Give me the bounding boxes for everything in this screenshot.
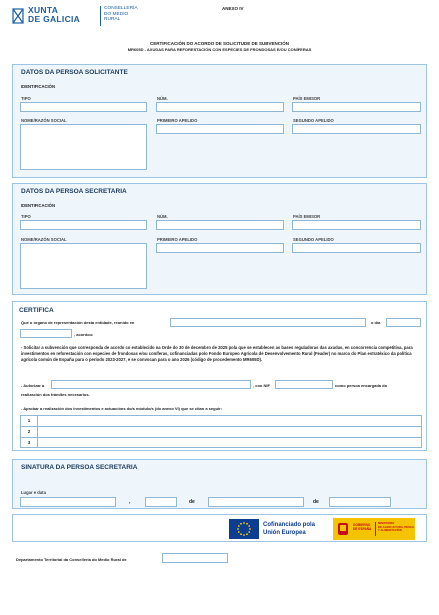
pais-label: PAÍS EMISOR: [293, 214, 321, 219]
dept-line2: DO MEDIO: [104, 11, 129, 17]
modules-table: [20, 415, 422, 448]
pais-field[interactable]: [292, 102, 421, 112]
lugar-data-label: Lugar e data: [21, 490, 46, 495]
secretaria-section: [12, 183, 427, 295]
tipo-field[interactable]: [20, 102, 147, 112]
row-number: 2: [27, 429, 31, 434]
nif-field[interactable]: [275, 380, 333, 389]
ministry-text: [378, 522, 414, 533]
ap2-field[interactable]: [292, 124, 421, 134]
solicitante-section: [12, 64, 427, 178]
ap2-label: SEGUNDO APELIDO: [293, 237, 334, 242]
section-title-secretaria: DATOS DA PERSOA SECRETARIA: [21, 188, 127, 195]
autorizar-text: - Autorizar a: [21, 383, 45, 388]
ap1-label: PRIMEIRO APELIDO: [157, 118, 198, 123]
gov-line2: DE ESPAÑA: [353, 527, 372, 531]
identificacion-label: IDENTIFICACIÓN: [21, 84, 55, 89]
row-number: 3: [27, 440, 31, 445]
dia-field[interactable]: [386, 318, 421, 327]
eu-flag-icon: [229, 519, 259, 539]
coat-of-arms-icon: [336, 521, 350, 537]
o-dia-text: o día: [371, 320, 381, 325]
section-title-certifica: CERTIFICA: [19, 307, 54, 314]
de-separator-1: de: [189, 499, 195, 505]
department-name: [104, 6, 138, 23]
comma-separator: ,: [129, 499, 131, 505]
ap1-field[interactable]: [156, 124, 284, 134]
xunta-logo: [12, 6, 102, 28]
num-label: NÚM.: [157, 214, 168, 219]
dept-line3: RURAL: [104, 17, 121, 23]
gov-vertical-divider: [375, 522, 376, 536]
ap2-label: SEGUNDO APELIDO: [293, 118, 334, 123]
table-row: [21, 438, 421, 447]
nombre-field[interactable]: [20, 243, 147, 289]
min-line3: Y ALIMENTACIÓN: [378, 528, 402, 533]
acordou-text: , acordou:: [74, 332, 94, 337]
funding-logos-box: [12, 514, 427, 542]
section-title-sinatura: SINATURA DA PERSOA SECRETARIA: [21, 464, 138, 471]
con-nif-text: , con NIF: [253, 383, 270, 388]
month-field[interactable]: [208, 497, 304, 507]
annex-label: ANEXO IV: [222, 6, 244, 11]
num-label: NÚM.: [157, 96, 168, 101]
tipo-field[interactable]: [20, 220, 147, 230]
nombre-label: NOME/RAZÓN SOCIAL: [21, 118, 67, 123]
certifica-section: [12, 301, 427, 451]
identificacion-label: IDENTIFICACIÓN: [21, 203, 55, 208]
min-line1: MINISTERIO: [378, 521, 395, 525]
doc-subtitle: MR605D - AXUDAS PARA REFORESTACIÓN CON ESPECIES DE FRONDOSAS E/OU CONÍFERAS: [127, 47, 312, 52]
module-field[interactable]: [37, 427, 422, 437]
year-field[interactable]: [329, 497, 391, 507]
nombre-label: NOME/RAZÓN SOCIAL: [21, 237, 67, 242]
header-divider: [100, 6, 101, 26]
xunta-emblem-icon: [12, 8, 24, 24]
org-name-line1: XUNTA: [28, 5, 59, 15]
gov-text: [353, 523, 371, 531]
realizacion-text: realización dos trámites necesarios.: [21, 392, 90, 397]
tipo-label: TIPO: [21, 214, 31, 219]
eu-line2: Unión Europea: [263, 530, 306, 536]
fecha-field[interactable]: [20, 329, 72, 338]
ap1-label: PRIMEIRO APELIDO: [157, 237, 198, 242]
solicitar-paragraph: - Solicitar a subvención que corresponda de acordo co establecido na Orde do 30 de decembro de 2025 pola que se establecen as bases reguladoras das axudas, en concorrencia competitiva, para investimentos en reforestación con especies de frondosas e/ou coníferas, cofinanciadas polo Fondo Europeo Agrícola de Desenvolvemento Rural (Feader) no marco do Plan estratéxico da política agrícola común de España para o período 2023-2027, e se convocan para o ano 2026 (código de procedemento MR605D).: [21, 345, 413, 363]
pais-label: PAÍS EMISOR: [293, 96, 321, 101]
pais-field[interactable]: [292, 220, 421, 230]
eu-line1: Cofinanciado pola: [263, 522, 316, 528]
departamento-label: Departamento Territorial da Consellería do Medio Rural de: [16, 557, 127, 562]
como-persoa-text: como persoa encargada da: [335, 383, 387, 388]
gov-line1: GOBIERNO: [353, 523, 371, 527]
row-number: 1: [27, 418, 31, 423]
module-field[interactable]: [37, 416, 422, 426]
doc-title: CERTIFICACIÓN DO ACORDO DE SOLICITUDE DE SUBVENCIÓN: [149, 41, 290, 46]
table-row: [21, 416, 421, 427]
reunido-text: Que o órgano de representación desta entidade, reunido en: [21, 320, 135, 325]
autorizar-name-field[interactable]: [51, 380, 251, 389]
aprobar-text: - Aprobar a realización dos investimentos e actuacións do/s módulo/s (do anexo VI) que se citan a seguir:: [21, 406, 223, 411]
organo-field[interactable]: [170, 318, 366, 327]
table-row: [21, 427, 421, 438]
min-line2: DE AGRICULTURA, PESCA: [378, 524, 415, 529]
dept-line1: CONSELLERÍA: [104, 6, 138, 11]
sinatura-section: [12, 459, 427, 509]
org-name-line2: DE GALICIA: [28, 14, 81, 24]
module-field[interactable]: [37, 438, 422, 447]
tipo-label: TIPO: [21, 96, 31, 101]
day-field[interactable]: [145, 497, 177, 507]
eu-logo: [229, 519, 337, 539]
departamento-field[interactable]: [162, 553, 228, 563]
nombre-field[interactable]: [20, 124, 147, 170]
gov-spain-logo: [333, 518, 415, 540]
lugar-field[interactable]: [20, 497, 116, 507]
section-title-solicitante: DATOS DA PERSOA SOLICITANTE: [21, 69, 128, 76]
num-field[interactable]: [156, 220, 284, 230]
ap2-field[interactable]: [292, 243, 421, 253]
num-field[interactable]: [156, 102, 284, 112]
de-separator-2: de: [313, 499, 319, 505]
ap1-field[interactable]: [156, 243, 284, 253]
